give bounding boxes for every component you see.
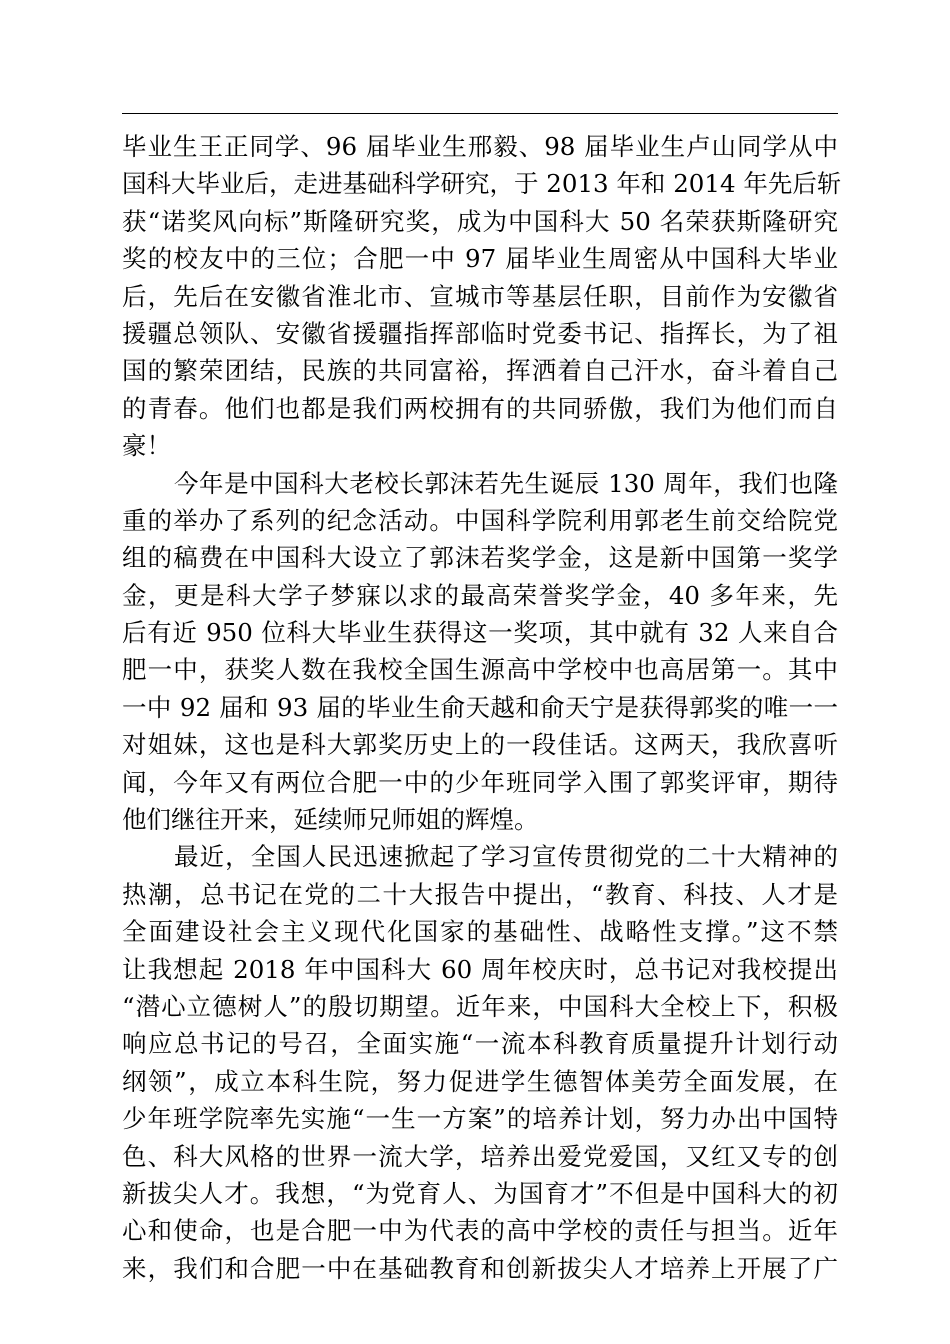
text-line: 援疆总领队、安徽省援疆指挥部临时党委书记、指挥长，为了祖 bbox=[122, 318, 838, 348]
text-line: 他们继往开来，延续师兄师姐的辉煌。 bbox=[122, 805, 539, 835]
text-line: 来，我们和合肥一中在基础教育和创新拔尖人才培养上开展了广 bbox=[122, 1253, 838, 1283]
text-line: 豪！ bbox=[122, 431, 171, 461]
text-line: “潜心立德树人”的殷切期望。近年来，中国科大全校上下，积极 bbox=[122, 991, 838, 1021]
text-line: 响应总书记的号召，全面实施“一流本科教育质量提升计划行动 bbox=[122, 1029, 838, 1059]
text-line: 国科大毕业后，走进基础科学研究，于 2013 年和 2014 年先后斩 bbox=[122, 169, 842, 199]
text-line: 全面建设社会主义现代化国家的基础性、战略性支撑。”这不禁 bbox=[122, 917, 838, 947]
text-line: 重的举办了系列的纪念活动。中国科学院利用郭老生前交给院党 bbox=[122, 505, 838, 535]
text-line: 国的繁荣团结，民族的共同富裕，挥洒着自己汗水，奋斗着自己 bbox=[122, 356, 838, 386]
text-line: 的青春。他们也都是我们两校拥有的共同骄傲，我们为他们而自 bbox=[122, 393, 838, 423]
paragraph-twentieth-congress bbox=[122, 838, 838, 1287]
document-body bbox=[122, 128, 842, 1287]
text-line: 金，更是科大学子梦寐以求的最高荣誉奖学金，40 多年来，先 bbox=[122, 580, 838, 610]
paragraph-alumni bbox=[122, 128, 842, 465]
text-line: 对姐妹，这也是科大郭奖历史上的一段佳话。这两天，我欣喜听 bbox=[122, 730, 838, 760]
text-line: 毕业生王正同学、96 届毕业生邢毅、98 届毕业生卢山同学从中 bbox=[122, 132, 838, 161]
text-line: 最近，全国人民迅速掀起了学习宣传贯彻党的二十大精神的 bbox=[174, 842, 838, 872]
text-line: 后，先后在安徽省淮北市、宣城市等基层任职，目前作为安徽省 bbox=[122, 281, 838, 311]
text-line: 色、科大风格的世界一流大学，培养出爱党爱国，又红又专的创 bbox=[122, 1141, 838, 1171]
text-line: 肥一中，获奖人数在我校全国生源高中学校中也高居第一。其中 bbox=[122, 655, 838, 685]
text-line: 让我想起 2018 年中国科大 60 周年校庆时，总书记对我校提出 bbox=[122, 954, 838, 984]
text-line: 新拔尖人才。我想，“为党育人、为国育才”不但是中国科大的初 bbox=[122, 1178, 838, 1208]
text-line: 一中 92 届和 93 届的毕业生俞天越和俞天宁是获得郭奖的唯一一 bbox=[122, 692, 838, 722]
text-line: 组的稿费在中国科大设立了郭沫若奖学金，这是新中国第一奖学 bbox=[122, 543, 838, 573]
header-rule bbox=[122, 113, 838, 114]
text-line: 闻，今年又有两位合肥一中的少年班同学入围了郭奖评审，期待 bbox=[122, 767, 838, 797]
text-line: 少年班学院率先实施“一生一方案”的培养计划，努力办出中国特 bbox=[122, 1104, 838, 1134]
text-line: 后有近 950 位科大毕业生获得这一奖项，其中就有 32 人来自合 bbox=[122, 618, 838, 648]
text-line: 今年是中国科大老校长郭沫若先生诞辰 130 周年，我们也隆 bbox=[174, 468, 838, 498]
paragraph-guo-moruo bbox=[122, 465, 838, 839]
text-line: 心和使命，也是合肥一中为代表的高中学校的责任与担当。近年 bbox=[122, 1216, 838, 1246]
text-line: 纲领”，成立本科生院，努力促进学生德智体美劳全面发展，在 bbox=[122, 1066, 838, 1096]
text-line: 获“诺奖风向标”斯隆研究奖，成为中国科大 50 名荣获斯隆研究 bbox=[122, 206, 838, 236]
text-line: 热潮，总书记在党的二十大报告中提出，“教育、科技、人才是 bbox=[122, 879, 838, 909]
text-line: 奖的校友中的三位；合肥一中 97 届毕业生周密从中国科大毕业 bbox=[122, 244, 838, 274]
